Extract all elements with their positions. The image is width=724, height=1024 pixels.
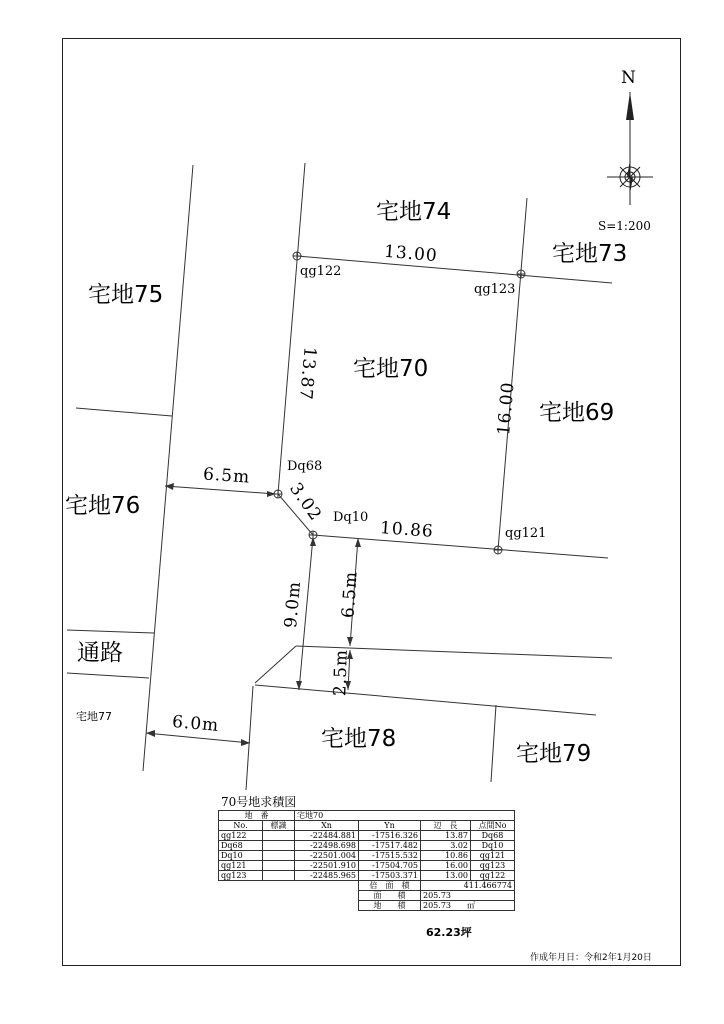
boundary-line [67, 673, 149, 678]
cell: Dq68 [471, 831, 515, 841]
summary-value: 205.73 ㎡ [421, 901, 515, 911]
lot-73: 宅地73 [552, 241, 628, 267]
cell [263, 841, 295, 851]
cell: -22498.698 [295, 841, 359, 851]
table-row [219, 811, 515, 821]
summary-row [219, 891, 515, 901]
column-header: 標識 [263, 821, 295, 831]
survey-point-marker [517, 270, 525, 278]
dimension-arrow [165, 486, 276, 494]
column-header: 点間No [471, 821, 515, 831]
column-header: 辺 長 [421, 821, 471, 831]
cell: 16.00 [421, 861, 471, 871]
cell: qg121 [219, 861, 263, 871]
boundary-line [491, 705, 496, 782]
cell: -22484.881 [295, 831, 359, 841]
north-arrow [626, 92, 634, 120]
north-label: N [621, 68, 636, 88]
edge-length: 13.00 [383, 241, 439, 267]
cell [263, 861, 295, 871]
table-row [219, 871, 515, 881]
table-header-row [219, 821, 515, 831]
column-header: Yn [359, 821, 421, 831]
summary-row [219, 881, 515, 891]
cell: -22485.965 [295, 871, 359, 881]
point-label: qg122 [300, 264, 342, 279]
boundary-line [255, 685, 596, 715]
summary-label: 面 積 [359, 891, 421, 901]
boundary-line [76, 408, 172, 416]
cell [263, 851, 295, 861]
lot-69: 宅地69 [539, 400, 615, 426]
cell: qg121 [471, 851, 515, 861]
table-row [219, 831, 515, 841]
column-header: No. [219, 821, 263, 831]
survey-point-marker [274, 490, 282, 498]
cell: -17503.371 [359, 871, 421, 881]
cell: 13.00 [421, 871, 471, 881]
cell: Dq10 [471, 841, 515, 851]
boundary-line [67, 630, 154, 633]
lot-75: 宅地75 [88, 282, 164, 308]
boundary-line [255, 646, 296, 683]
survey-point-marker [293, 252, 301, 260]
summary-row [219, 901, 515, 911]
lot-79: 宅地79 [516, 741, 592, 767]
cell: qg123 [471, 861, 515, 871]
cell: qg123 [219, 871, 263, 881]
summary-value: 411.466774 [421, 881, 515, 891]
summary-value: 205.73 [421, 891, 515, 901]
offset-dimension: 6.5m [202, 464, 251, 488]
cell [263, 871, 295, 881]
cell: -17517.482 [359, 841, 421, 851]
edge-length: 16.00 [494, 380, 519, 437]
cell: qg122 [471, 871, 515, 881]
cell: -22501.910 [295, 861, 359, 871]
boundary-line [246, 686, 253, 790]
table-row [219, 861, 515, 871]
point-label: qg123 [474, 282, 516, 297]
table-title: 70号地求積図 [221, 795, 297, 809]
lot-76: 宅地76 [65, 493, 141, 519]
lot-78: 宅地78 [321, 726, 397, 752]
summary-label: 地 積 [359, 901, 421, 911]
survey-point-marker [309, 531, 317, 539]
cell: 3.02 [421, 841, 471, 851]
parcel-label: 地 番 [219, 811, 295, 821]
cell: -22501.004 [295, 851, 359, 861]
survey-point-marker [494, 546, 502, 554]
creation-date: 作成年月日：令和2年1月20日 [530, 953, 652, 963]
cell: -17516.326 [359, 831, 421, 841]
edge-length: 10.86 [379, 518, 435, 542]
offset-dimension: 6.5m [338, 570, 362, 619]
cell: Dq10 [219, 851, 263, 861]
boundary-line [143, 165, 193, 771]
lot-70: 宅地70 [353, 356, 429, 382]
dimension-arrow [146, 733, 250, 743]
cell: 10.86 [421, 851, 471, 861]
table-row [219, 851, 515, 861]
point-label: qg121 [505, 526, 547, 541]
boundary-line [278, 163, 305, 494]
cell: -17515.532 [359, 851, 421, 861]
lot-74: 宅地74 [376, 199, 452, 225]
cell: qg122 [219, 831, 263, 841]
summary-label: 倍 面 積 [359, 881, 421, 891]
edge-length: 13.87 [295, 345, 320, 402]
cell [263, 831, 295, 841]
offset-dimension: 9.0m [281, 580, 306, 629]
road-label: 通路 [77, 640, 123, 666]
table-row [219, 841, 515, 851]
point-label: Dq10 [333, 510, 369, 525]
edge-length: 3.02 [285, 479, 326, 526]
parcel-value: 宅地70 [295, 811, 515, 821]
point-label: Dq68 [287, 459, 323, 474]
column-header: Xn [295, 821, 359, 831]
offset-dimension: 2.5m [330, 648, 352, 697]
cell: 13.87 [421, 831, 471, 841]
offset-dimension: 6.0m [171, 711, 220, 737]
scale-label: S=1:200 [598, 219, 651, 233]
lot-77: 宅地77 [76, 710, 112, 723]
cell: -17504.705 [359, 861, 421, 871]
cell: Dq68 [219, 841, 263, 851]
area-tsubo: 62.23坪 [426, 926, 472, 939]
area-table [218, 810, 514, 936]
